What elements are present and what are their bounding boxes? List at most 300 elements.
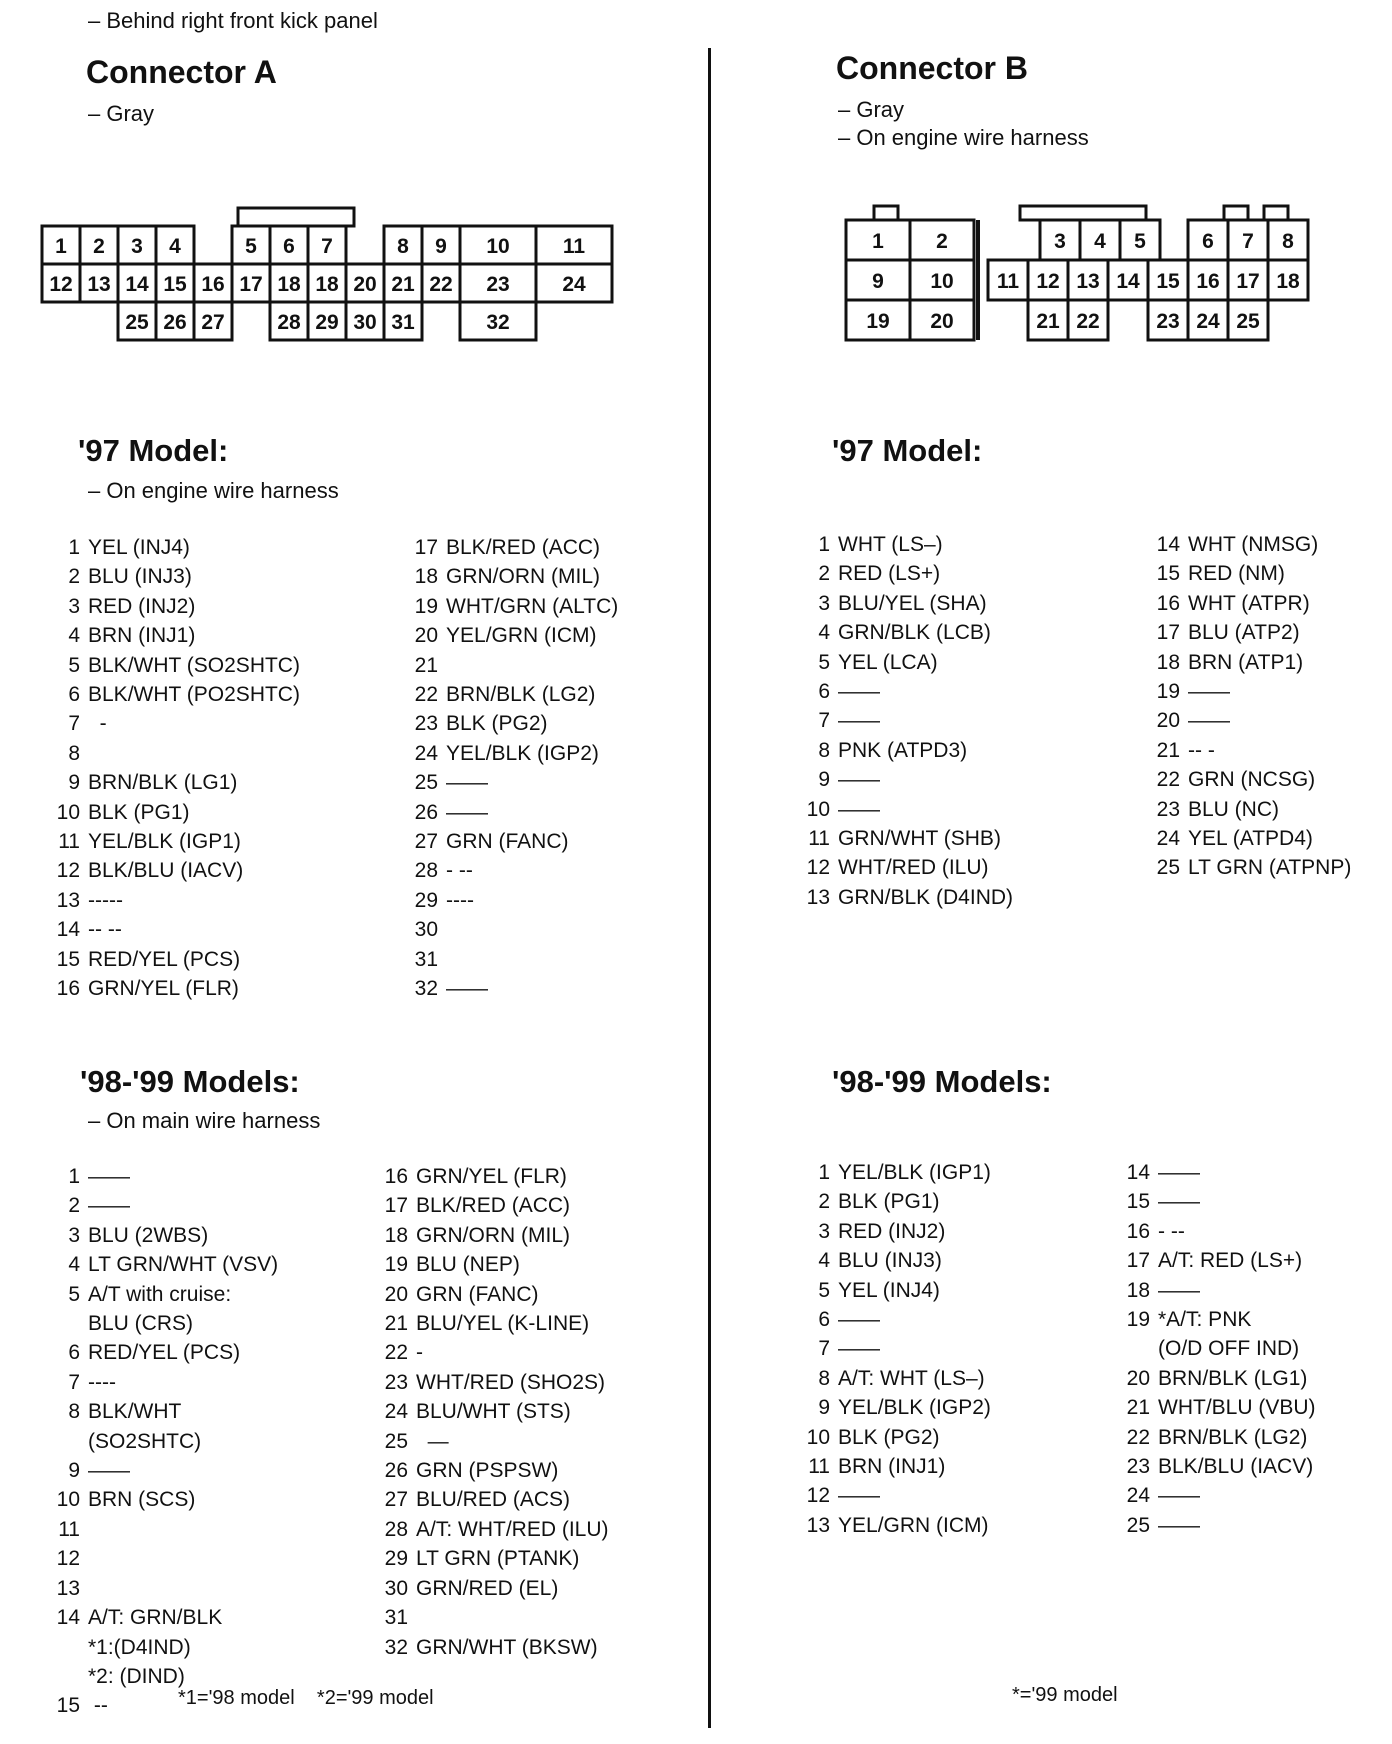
- pin-row: [800, 1305, 991, 1334]
- pin-wire-description: --: [88, 1694, 108, 1718]
- pin-row: [378, 1427, 609, 1456]
- pin-label: 18: [277, 273, 301, 296]
- pin-number: 10: [806, 1425, 830, 1449]
- pin-row: [50, 1456, 278, 1485]
- pin-number: 14: [56, 1606, 80, 1630]
- pin-label: 11: [996, 270, 1020, 293]
- pin-number: 20: [1126, 1366, 1150, 1390]
- pin-wire-description: BRN/BLK (LG2): [1158, 1425, 1308, 1449]
- pin-label: 13: [87, 273, 111, 296]
- pin-wire-description: BLU/RED (ACS): [416, 1488, 571, 1512]
- pin-wire-description: ----: [88, 1370, 116, 1394]
- pin-wire-description: BLK (PG1): [88, 800, 190, 824]
- pin-number: 6: [818, 680, 830, 704]
- pin-row: [408, 651, 618, 680]
- connector-b-diagram: [0, 0, 1392, 360]
- pin-label: 12: [49, 273, 73, 296]
- pin-number: 18: [384, 1223, 408, 1247]
- pin-row: [50, 1574, 278, 1603]
- pin-wire-description: WHT/GRN (ALTC): [446, 594, 619, 618]
- pin-number: 8: [68, 1400, 80, 1424]
- connector-a-97-pins-col1: [50, 533, 300, 1004]
- pin-row: [800, 824, 1013, 853]
- pin-row: [50, 1162, 278, 1191]
- pin-wire-description: ——: [1158, 1513, 1200, 1537]
- pin-row: [1150, 706, 1351, 735]
- pin-row: [378, 1397, 609, 1426]
- pin-row: [800, 1511, 991, 1540]
- pin-number: 3: [818, 1219, 830, 1243]
- pin-wire-description: BLU/YEL (SHA): [838, 591, 987, 615]
- pin-number: 5: [68, 1282, 80, 1306]
- pin-row: [50, 533, 300, 562]
- location-note: – Behind right front kick panel: [88, 8, 378, 33]
- pin-wire-description: GRN/ORN (MIL): [446, 565, 600, 589]
- pin-label: 31: [391, 311, 415, 334]
- pin-number: 25: [1126, 1513, 1150, 1537]
- pin-number: 18: [1156, 650, 1180, 674]
- pin-number: 5: [818, 650, 830, 674]
- pin-number: 1: [818, 533, 830, 556]
- pin-row: [408, 709, 618, 738]
- pin-label: 32: [486, 311, 510, 334]
- pin-label: 22: [429, 273, 453, 296]
- pin-wire-description: WHT/BLU (VBU): [1158, 1396, 1316, 1420]
- pin-wire-description: PNK (ATPD3): [838, 738, 968, 762]
- pin-wire-description: BLK/WHT (SO2SHTC): [88, 653, 300, 677]
- pin-wire-description: GRN/BLK (D4IND): [838, 885, 1014, 909]
- pin-wire-description: ——: [838, 1337, 880, 1361]
- pin-wire-description: —: [416, 1429, 449, 1453]
- pin-wire-description: ——: [1158, 1278, 1200, 1302]
- pin-number: 13: [56, 1576, 80, 1600]
- pin-label: 1: [872, 230, 884, 253]
- pin-number: 4: [818, 621, 830, 645]
- pin-wire-description: -- -: [1188, 738, 1215, 762]
- pin-row: [800, 1217, 991, 1246]
- pin-row: [1120, 1452, 1316, 1481]
- pin-row: [50, 739, 300, 768]
- pin-number: 24: [384, 1400, 408, 1424]
- pin-number: 2: [68, 1194, 80, 1218]
- pin-row: [378, 1309, 609, 1338]
- pin-label: 6: [1202, 230, 1214, 253]
- pin-row: [378, 1574, 609, 1603]
- pin-number: 26: [384, 1459, 408, 1483]
- pin-label: 20: [353, 273, 377, 296]
- pin-label: 21: [1036, 310, 1060, 333]
- pin-number: 21: [1156, 738, 1180, 762]
- pin-row: [50, 798, 300, 827]
- pin-row: [1150, 618, 1351, 647]
- pin-wire-description: LT GRN (ATPNP): [1188, 856, 1352, 880]
- pin-wire-description: YEL (INJ4): [838, 1278, 940, 1302]
- pin-row: [50, 1515, 278, 1544]
- pin-wire-description: BLU/WHT (STS): [416, 1400, 571, 1424]
- pin-row: [50, 915, 300, 944]
- pin-row: [408, 680, 618, 709]
- pin-row: [408, 768, 618, 797]
- pin-wire-description: BLU/YEL (K-LINE): [416, 1312, 590, 1336]
- pin-row: [800, 1423, 991, 1452]
- pin-number: 32: [384, 1635, 408, 1659]
- pin-label: 9: [435, 235, 447, 258]
- pin-wire-description: ——: [446, 800, 488, 824]
- pin-row: [408, 827, 618, 856]
- pin-row: [1150, 530, 1351, 559]
- pin-row: [408, 915, 618, 944]
- pin-row: [50, 1338, 278, 1367]
- pin-row: [378, 1250, 609, 1279]
- pin-wire-description: -: [88, 712, 107, 736]
- pin-number: 11: [58, 830, 80, 854]
- pin-number: 2: [818, 562, 830, 586]
- pin-row: [408, 856, 618, 885]
- pin-row: [50, 562, 300, 591]
- pin-row: [800, 795, 1013, 824]
- pin-row: [50, 886, 300, 915]
- pin-number: 19: [414, 594, 438, 618]
- pin-row: [1150, 795, 1351, 824]
- pin-label: 10: [930, 270, 954, 293]
- pin-number: 14: [1126, 1161, 1150, 1184]
- pin-row: [378, 1544, 609, 1573]
- pin-row: [50, 1191, 278, 1220]
- connector-b-title: Connector B: [836, 50, 1028, 86]
- pin-row: [50, 1280, 278, 1339]
- pin-number: 31: [384, 1606, 408, 1630]
- pin-wire-description: GRN/ORN (MIL): [416, 1223, 570, 1247]
- pin-label: 11: [562, 235, 586, 258]
- pin-number: 8: [68, 741, 80, 765]
- pin-row: [800, 883, 1013, 912]
- connector-b-98-99-pins-col1: [800, 1158, 991, 1540]
- pin-wire-description: ——: [838, 1308, 880, 1332]
- pin-row: [1120, 1364, 1316, 1393]
- pin-label: 30: [353, 311, 377, 334]
- pin-number: 28: [414, 859, 438, 883]
- pin-row: [378, 1368, 609, 1397]
- pin-number: 11: [808, 827, 830, 851]
- pin-label: 26: [163, 311, 187, 334]
- pin-label: 14: [1116, 270, 1140, 293]
- pin-number: 6: [68, 683, 80, 707]
- pin-wire-description: LT GRN (PTANK): [416, 1547, 580, 1571]
- pin-number: 31: [414, 947, 438, 971]
- pin-number: 29: [384, 1547, 408, 1571]
- pin-wire-description: GRN (PSPSW): [416, 1459, 559, 1483]
- pin-row: [50, 1397, 278, 1456]
- pin-label: 20: [930, 310, 954, 333]
- pin-wire-description: YEL (ATPD4): [1188, 827, 1313, 851]
- pin-label: 5: [245, 235, 257, 258]
- pin-row: [1120, 1423, 1316, 1452]
- pin-row: [800, 1393, 991, 1422]
- pin-label: 7: [1242, 230, 1254, 253]
- pin-label: 16: [201, 273, 225, 296]
- pin-row: [378, 1191, 609, 1220]
- pin-number: 12: [56, 859, 80, 883]
- connector-a-97-pins-col2: [408, 533, 618, 1004]
- pin-wire-description: - --: [446, 859, 473, 883]
- pin-wire-description: GRN (FANC): [416, 1282, 539, 1306]
- pin-label: 22: [1076, 310, 1100, 333]
- pin-row: [1120, 1393, 1316, 1422]
- pin-row: [378, 1280, 609, 1309]
- pin-wire-description: BRN (SCS): [88, 1488, 196, 1512]
- pin-row: [1120, 1481, 1316, 1510]
- pin-number: 24: [414, 741, 438, 765]
- pin-label: 7: [321, 235, 333, 258]
- connector-a-98-99-pins-col1: [50, 1162, 278, 1721]
- pin-label: 5: [1134, 230, 1146, 253]
- pin-number: 11: [58, 1517, 80, 1541]
- pin-row: [50, 1485, 278, 1514]
- pin-wire-description: BLK/WHT (SO2SHTC): [88, 1400, 202, 1453]
- pin-number: 25: [384, 1429, 408, 1453]
- pin-row: [50, 827, 300, 856]
- connector-b-key-rib: [976, 220, 980, 340]
- pin-number: 6: [818, 1308, 830, 1332]
- pin-label: 23: [486, 273, 510, 296]
- pin-number: 1: [68, 536, 80, 559]
- connector-b-98-99-title: '98-'99 Models:: [832, 1064, 1052, 1099]
- pin-number: 18: [414, 565, 438, 589]
- pin-number: 17: [1156, 621, 1180, 645]
- pin-number: 30: [414, 918, 438, 942]
- pin-row: [378, 1162, 609, 1191]
- pin-number: 4: [68, 624, 80, 648]
- pin-number: 19: [1156, 680, 1180, 704]
- pin-label: 6: [283, 235, 295, 258]
- pin-number: 6: [68, 1341, 80, 1365]
- pin-number: 14: [1156, 533, 1180, 556]
- pin-row: [408, 945, 618, 974]
- pin-number: 5: [818, 1278, 830, 1302]
- pin-row: [50, 1221, 278, 1250]
- pin-label: 25: [125, 311, 149, 334]
- pin-row: [1120, 1246, 1316, 1275]
- pin-label: 17: [1236, 270, 1260, 293]
- pin-row: [50, 1603, 278, 1691]
- pin-number: 18: [1126, 1278, 1150, 1302]
- pin-wire-description: WHT (LS–): [838, 533, 943, 556]
- pin-row: [800, 736, 1013, 765]
- pin-wire-description: RED (INJ2): [88, 594, 196, 618]
- pin-wire-description: A/T: GRN/BLK *1:(D4IND) *2: (DIND): [88, 1606, 223, 1688]
- connector-a-98-99-title: '98-'99 Models:: [80, 1064, 300, 1099]
- connector-b-98-99-pins-col2: [1120, 1158, 1316, 1540]
- pin-row: [1150, 853, 1351, 882]
- pin-number: 11: [808, 1455, 830, 1479]
- pin-wire-description: *A/T: PNK (O/D OFF IND): [1158, 1308, 1300, 1361]
- pin-number: 15: [1126, 1190, 1150, 1214]
- pin-row: [800, 1334, 991, 1363]
- pin-number: 9: [818, 1396, 830, 1420]
- connector-b-lock-tab: [1224, 206, 1248, 220]
- pin-label: 15: [163, 273, 187, 296]
- pin-number: 16: [1126, 1219, 1150, 1243]
- pin-row: [50, 768, 300, 797]
- pin-number: 12: [806, 856, 830, 880]
- pin-wire-description: BRN/BLK (LG1): [88, 771, 238, 795]
- connector-a-98-99-pins-col2: [378, 1162, 609, 1662]
- pin-number: 23: [1126, 1455, 1150, 1479]
- pin-label: 4: [169, 235, 181, 258]
- pin-label: 2: [93, 235, 105, 258]
- pin-row: [50, 1368, 278, 1397]
- pin-number: 1: [68, 1165, 80, 1188]
- pin-label: 23: [1156, 310, 1180, 333]
- pin-label: 27: [201, 311, 225, 334]
- pin-label: 9: [872, 270, 884, 293]
- pin-label: 18: [1276, 270, 1300, 293]
- connector-b-97-title: '97 Model:: [832, 433, 983, 468]
- pin-number: 20: [414, 624, 438, 648]
- pin-label: 3: [131, 235, 143, 258]
- pin-wire-description: GRN/YEL (FLR): [88, 977, 239, 1001]
- pin-number: 8: [818, 738, 830, 762]
- pin-number: 15: [56, 1694, 80, 1718]
- pin-row: [800, 1452, 991, 1481]
- pin-wire-description: ——: [838, 709, 880, 733]
- pin-row: [1150, 677, 1351, 706]
- pin-wire-description: YEL (INJ4): [88, 536, 190, 559]
- pin-number: 22: [384, 1341, 408, 1365]
- connector-b-97-pins-col2: [1150, 530, 1351, 883]
- pin-wire-description: ——: [838, 1484, 880, 1508]
- pin-label: 10: [486, 235, 510, 258]
- pin-number: 26: [414, 800, 438, 824]
- pin-wire-description: ——: [88, 1194, 130, 1218]
- pin-row: [50, 709, 300, 738]
- pin-wire-description: A/T with cruise: BLU (CRS): [88, 1282, 232, 1336]
- pin-wire-description: BRN/BLK (LG1): [1158, 1366, 1308, 1390]
- pin-number: 21: [414, 653, 438, 677]
- pin-number: 2: [68, 565, 80, 589]
- pin-row: [50, 680, 300, 709]
- pin-number: 23: [414, 712, 438, 736]
- pin-number: 4: [818, 1249, 830, 1273]
- connector-a-97-note: – On engine wire harness: [88, 478, 339, 503]
- pin-wire-description: ——: [838, 768, 880, 792]
- pin-row: [800, 765, 1013, 794]
- pin-wire-description: YEL/GRN (ICM): [446, 624, 597, 648]
- connector-a-98-99-note: – On main wire harness: [88, 1108, 321, 1133]
- pin-number: 30: [384, 1576, 408, 1600]
- pin-number: 7: [68, 1370, 80, 1394]
- connector-b-lock-tab: [874, 206, 898, 220]
- pin-number: 27: [414, 830, 438, 854]
- pin-wire-description: YEL/GRN (ICM): [838, 1513, 989, 1537]
- pin-number: 19: [384, 1253, 408, 1277]
- connector-b-lock-tab: [1020, 206, 1146, 220]
- pin-wire-description: ——: [1188, 709, 1230, 733]
- pin-number: 7: [818, 709, 830, 733]
- pin-wire-description: BRN (ATP1): [1188, 650, 1304, 674]
- connector-b-97-pins-col1: [800, 530, 1013, 912]
- pin-number: 9: [818, 768, 830, 792]
- pin-row: [408, 621, 618, 650]
- pin-row: [50, 856, 300, 885]
- connector-b-pin-diagram: [0, 0, 1392, 360]
- pin-number: 4: [68, 1253, 80, 1277]
- pin-row: [1150, 648, 1351, 677]
- pin-row: [408, 562, 618, 591]
- pin-number: 2: [818, 1190, 830, 1214]
- pin-label: 16: [1196, 270, 1220, 293]
- pin-number: 28: [384, 1517, 408, 1541]
- pin-number: 17: [384, 1194, 408, 1218]
- pin-wire-description: BLU (INJ3): [838, 1249, 942, 1273]
- pin-wire-description: GRN/WHT (BKSW): [416, 1635, 598, 1659]
- pin-wire-description: ——: [838, 797, 880, 821]
- pin-row: [1150, 559, 1351, 588]
- connector-a-97-title: '97 Model:: [78, 433, 229, 468]
- pin-wire-description: BLK/BLU (IACV): [1158, 1455, 1314, 1479]
- pin-label: 3: [1054, 230, 1066, 253]
- pin-row: [800, 648, 1013, 677]
- pin-wire-description: BLU (INJ3): [88, 565, 192, 589]
- pin-row: [408, 798, 618, 827]
- pin-number: 3: [818, 591, 830, 615]
- pin-number: 13: [56, 888, 80, 912]
- pin-label: 24: [562, 273, 586, 296]
- pin-number: 25: [1156, 856, 1180, 880]
- pin-label: 15: [1156, 270, 1180, 293]
- pin-wire-description: ——: [446, 977, 488, 1001]
- pin-wire-description: WHT (NMSG): [1188, 533, 1319, 556]
- pin-number: 3: [68, 1223, 80, 1247]
- pin-wire-description: GRN/YEL (FLR): [416, 1165, 567, 1188]
- pin-row: [800, 589, 1013, 618]
- pin-wire-description: RED (INJ2): [838, 1219, 946, 1243]
- pin-wire-description: ——: [1158, 1484, 1200, 1508]
- pin-label: 2: [936, 230, 948, 253]
- pin-number: 23: [1156, 797, 1180, 821]
- pin-number: 24: [1156, 827, 1180, 851]
- footnote-left: *1='98 model *2='99 model: [178, 1687, 434, 1709]
- pin-label: 21: [391, 273, 415, 296]
- pin-number: 16: [1156, 591, 1180, 615]
- pin-row: [800, 618, 1013, 647]
- pin-row: [378, 1633, 609, 1662]
- connector-a-note-color: – Gray: [88, 101, 155, 126]
- pin-wire-description: YEL/BLK (IGP2): [838, 1396, 991, 1420]
- pin-label: 19: [866, 310, 890, 333]
- pin-wire-description: -----: [88, 888, 123, 912]
- pin-row: [800, 1364, 991, 1393]
- pin-number: 17: [1126, 1249, 1150, 1273]
- pin-row: [408, 886, 618, 915]
- pin-row: [800, 1187, 991, 1216]
- pin-wire-description: BLU (2WBS): [88, 1223, 209, 1247]
- pin-wire-description: BLK (PG2): [838, 1425, 940, 1449]
- pin-wire-description: BLK/RED (ACC): [446, 536, 601, 559]
- pin-row: [1150, 736, 1351, 765]
- pin-row: [800, 1158, 991, 1187]
- pin-label: 17: [239, 273, 263, 296]
- footnote-right: *='99 model: [1012, 1684, 1118, 1706]
- pin-row: [1120, 1158, 1316, 1187]
- pin-wire-description: A/T: WHT (LS–): [838, 1366, 985, 1390]
- pin-wire-description: BRN (INJ1): [88, 624, 196, 648]
- pin-label: 29: [315, 311, 339, 334]
- pin-row: [1150, 824, 1351, 853]
- pin-number: 16: [384, 1165, 408, 1188]
- pin-label: 4: [1094, 230, 1106, 253]
- pin-wire-description: BLU (NC): [1188, 797, 1280, 821]
